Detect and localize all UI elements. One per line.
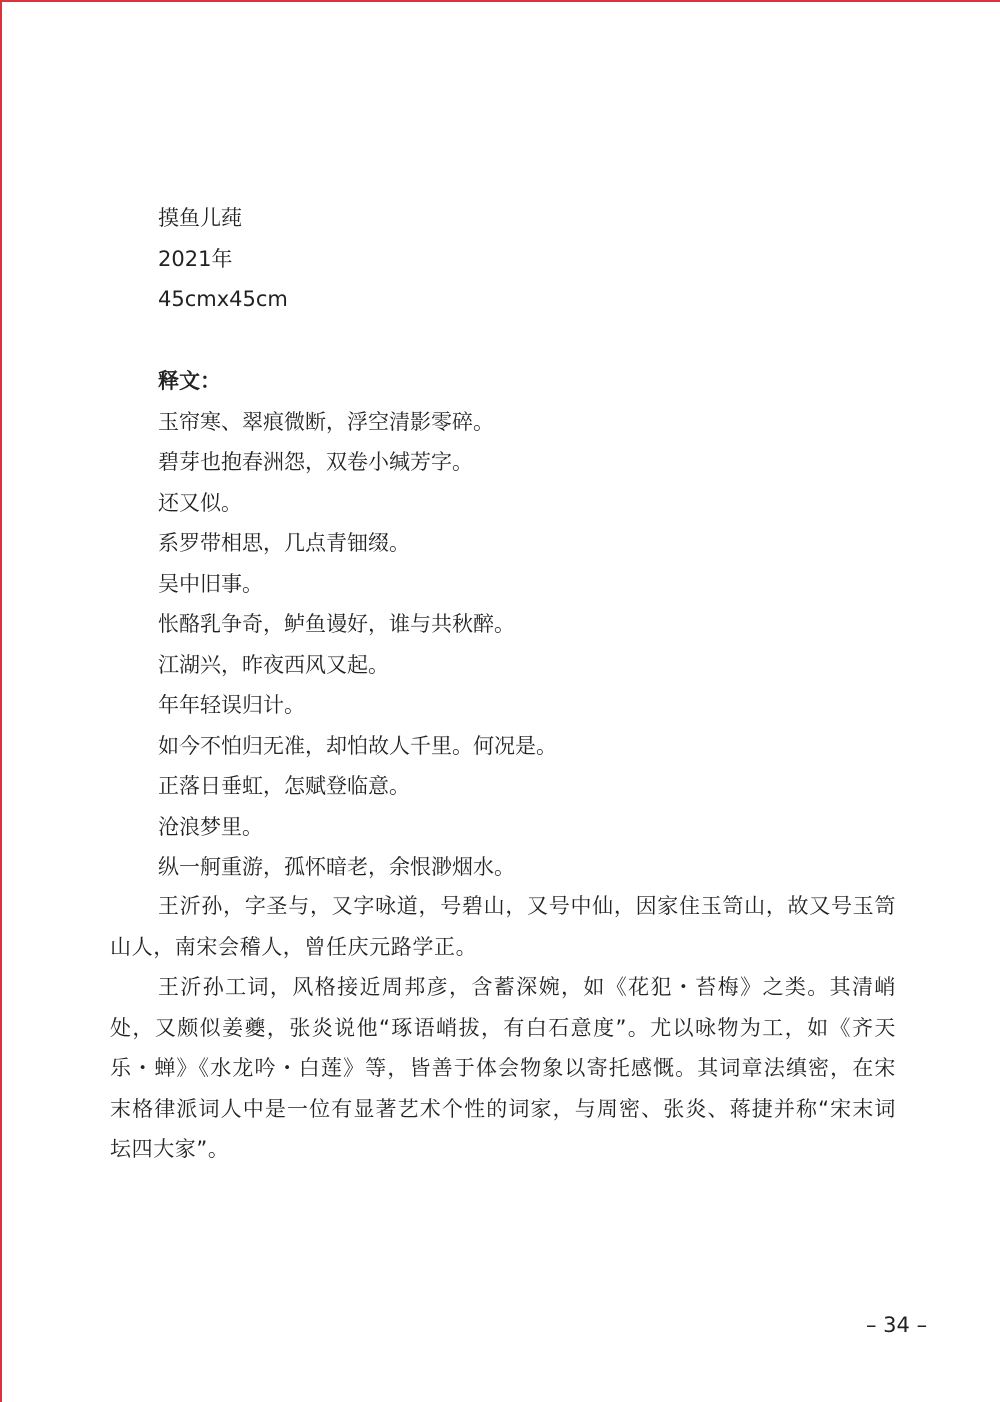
poem-line: 沧浪梦里。 [158,814,263,839]
commentary [110,886,896,1170]
artwork-size: 45cmx45cm [158,287,288,311]
poem-line: 吴中旧事。 [158,571,263,596]
poem-line: 系罗带相思，几点青钿缀。 [158,531,410,555]
page-border-top [0,0,1000,2]
artwork-year: 2021年 [158,246,233,271]
commentary-paragraph-style: 王沂孙工词，风格接近周邦彦，含蓄深婉，如《花犯・苔梅》之类。其清峭处，又颇似姜夔，张炎说他“琢语峭拔，有白石意度”。尤以咏物为工，如《齐天乐・蝉》《水龙吟・白莲》等，皆善于体会物象以寄托感慨。其词章法缜密，在宋末格律派词人中是一位有显著艺术个性的词家，与周密、张炎、蒋捷并称“宋末词坛四大家”。 [110,975,896,1161]
artwork-info [158,198,288,320]
poem-line: 纵一舸重游，孤怀暗老，余恨渺烟水。 [158,855,515,879]
transcription-heading: 释文： [158,369,221,393]
poem-line: 正落日垂虹，怎赋登临意。 [158,774,410,798]
poem-line: 玉帘寒、翠痕微断，浮空清影零碎。 [158,409,494,434]
poem-line: 如今不怕归无准，却怕故人千里。何况是。 [158,733,557,758]
poem-line: 怅酪乳争奇，鲈鱼谩好，谁与共秋醉。 [158,612,515,636]
poem-line: 江湖兴，昨夜西风又起。 [158,652,389,677]
page-number: – 34 – [866,1313,928,1337]
poem-line: 碧芽也抱春洲怨，双卷小缄芳字。 [158,450,473,474]
transcription [158,361,557,888]
artwork-title: 摸鱼儿莼 [158,206,242,230]
page-border-left [0,0,2,1402]
poem-line: 还又似。 [158,490,242,515]
commentary-paragraph-biography: 王沂孙，字圣与，又字咏道，号碧山，又号中仙，因家住玉笥山，故又号玉笥山人，南宋会稽人，曾任庆元路学正。 [110,894,896,959]
poem-line: 年年轻误归计。 [158,693,305,717]
